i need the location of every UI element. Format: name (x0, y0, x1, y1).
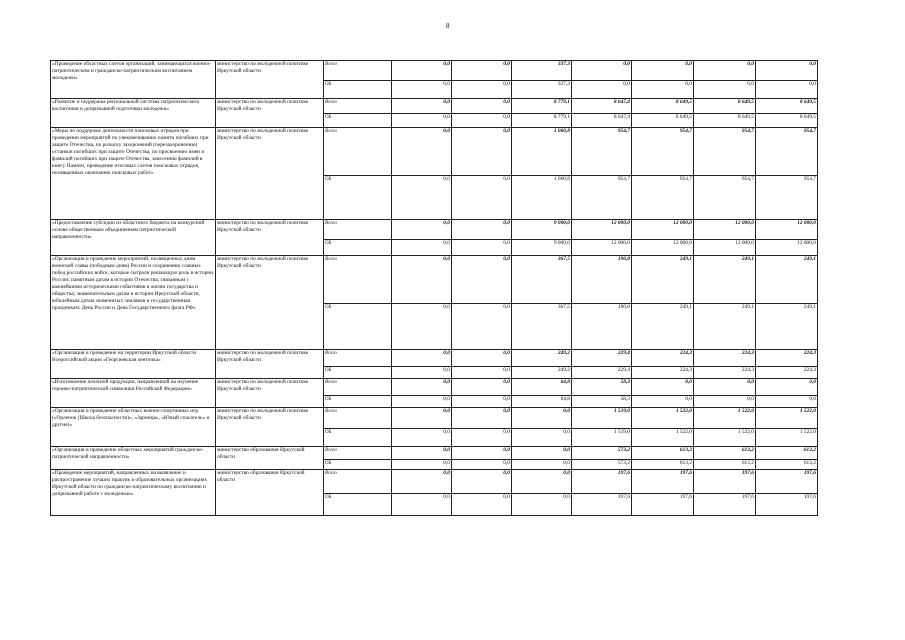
regional-budget-value: 12 000,0 (632, 240, 694, 256)
executor: министерство по молодежной политике Иркутской области (216, 99, 324, 128)
total-value: 8 647,4 (572, 99, 632, 114)
executor: министерство по молодежной политике Иркутской области (216, 220, 324, 256)
total-value: 0,0 (512, 470, 572, 494)
total-value: 0,0 (452, 408, 512, 429)
regional-budget-value: 8 647,4 (572, 114, 632, 128)
total-value: 0,0 (452, 99, 512, 114)
table-row (51, 256, 818, 304)
funding-source-regional: ОБ (324, 367, 392, 379)
total-value: 224,3 (756, 350, 818, 367)
regional-budget-value: 197,6 (756, 494, 818, 516)
total-value: 0,0 (632, 379, 694, 396)
funding-source-total: Всего (324, 350, 392, 367)
total-value: 0,0 (392, 256, 452, 304)
total-value: 0,0 (392, 61, 452, 81)
regional-budget-value: 1 519,0 (572, 429, 632, 447)
regional-budget-value: 0,0 (632, 396, 694, 408)
total-value: 337,3 (512, 61, 572, 81)
regional-budget-value: 0,0 (392, 460, 452, 470)
total-value: 0,0 (392, 128, 452, 176)
total-value: 0,0 (392, 99, 452, 114)
total-value: 197,6 (756, 470, 818, 494)
regional-budget-value: 613,2 (632, 460, 694, 470)
total-value: 573,2 (572, 447, 632, 460)
regional-budget-value: 954,7 (694, 176, 756, 220)
regional-budget-value: 0,0 (392, 429, 452, 447)
page-number: 8 (446, 22, 450, 30)
total-value: 12 000,0 (572, 220, 632, 240)
total-value: 197,6 (632, 470, 694, 494)
regional-budget-value: 0,0 (392, 114, 452, 128)
total-value: 954,7 (756, 128, 818, 176)
total-value: 1 522,0 (694, 408, 756, 429)
regional-budget-value: 0,0 (452, 494, 512, 516)
total-value: 0,0 (452, 350, 512, 367)
funding-source-total: Всего (324, 99, 392, 114)
executor: министерство по молодежной политике Иркутской области (216, 379, 324, 408)
regional-budget-value: 1 060,8 (512, 176, 572, 220)
regional-budget-value: 0,0 (392, 367, 452, 379)
regional-budget-value: 8 649,5 (756, 114, 818, 128)
regional-budget-value: 8 779,1 (512, 114, 572, 128)
regional-budget-value: 0,0 (392, 396, 452, 408)
regional-budget-value: 0,0 (512, 494, 572, 516)
total-value: 613,2 (632, 447, 694, 460)
regional-budget-value: 0,0 (694, 81, 756, 99)
measure-name: «Меры по поддержке деятельности поисковых отрядов при проведении мероприятий по увековечиванию памяти погибших при защите Отечества, по розыску захоронений (перезахоронению) останков погибших при защите Отечества, по присвоению имен и фамилий погибших при защите Отечества, занесению фамилий в книгу Памяти, проведение итоговых слетов поисковых отрядов, посвященных окончанию поисковых работ» (51, 128, 216, 220)
total-value: 12 000,0 (756, 220, 818, 240)
regional-budget-value: 8 649,5 (632, 114, 694, 128)
regional-budget-value: 12 000,0 (694, 240, 756, 256)
regional-budget-value: 0,0 (452, 460, 512, 470)
funding-source-regional: ОБ (324, 494, 392, 516)
total-value: 0,0 (392, 447, 452, 460)
regional-budget-value: 0,0 (572, 81, 632, 99)
measure-name: «Изготовление печатной продукции, направленной на изучение героико-патриотической символики Российской Федерации» (51, 379, 216, 408)
funding-source-total: Всего (324, 447, 392, 460)
regional-budget-value: 64,8 (512, 396, 572, 408)
total-value: 58,3 (572, 379, 632, 396)
funding-source-total: Всего (324, 61, 392, 81)
total-value: 0,0 (756, 61, 818, 81)
regional-budget-value: 224,3 (756, 367, 818, 379)
funding-source-total: Всего (324, 379, 392, 396)
total-value: 0,0 (392, 220, 452, 240)
executor: министерство образования Иркутской области (216, 447, 324, 470)
table-row (51, 220, 818, 240)
measure-name: «Организация и проведение областных мероприятий гражданско-патриотической направленности» (51, 447, 216, 470)
total-value: 197,6 (572, 470, 632, 494)
total-value: 9 000,0 (512, 220, 572, 240)
funding-source-regional: ОБ (324, 429, 392, 447)
total-value: 0,0 (632, 61, 694, 81)
total-value: 0,0 (694, 61, 756, 81)
funding-source-total: Всего (324, 220, 392, 240)
table-row (51, 99, 818, 114)
regional-budget-value: 613,2 (756, 460, 818, 470)
total-value: 249,1 (632, 256, 694, 304)
total-value: 0,0 (756, 379, 818, 396)
total-value: 8 779,1 (512, 99, 572, 114)
regional-budget-value: 58,3 (572, 396, 632, 408)
total-value: 954,7 (632, 128, 694, 176)
total-value: 0,0 (572, 61, 632, 81)
funding-source-regional: ОБ (324, 114, 392, 128)
regional-budget-value: 9 000,0 (512, 240, 572, 256)
executor: министерство по молодежной политике Иркутской области (216, 61, 324, 99)
total-value: 12 000,0 (632, 220, 694, 240)
total-value: 954,7 (694, 128, 756, 176)
measure-name: «Проведение областных слетов организаций, занимающихся военно-патриотическим и гражданско-патриотическим воспитанием молодежи» (51, 61, 216, 99)
regional-budget-value: 954,7 (572, 176, 632, 220)
regional-budget-value: 0,0 (392, 81, 452, 99)
total-value: 0,0 (392, 379, 452, 396)
measure-name: «Предоставление субсидии из областного бюджета на конкурсной основе общественным объединениям патриотической направленности» (51, 220, 216, 256)
total-value: 8 649,5 (756, 99, 818, 114)
total-value: 954,7 (572, 128, 632, 176)
measure-name: «Организация и проведение мероприятий, посвященных дням воинской славы (победным дням) России и сохранению славных побед российских войск, которые сыграли решающую роль в истории России; памятным датам в истории Отечества, связанным с важнейшими историческими событиями в жизни государства и общества; знаменательным датам в истории Иркутской области, юбилейным датам знаменитых земляков и государственным праздникам: День России и День Государственного флага РФ» (51, 256, 216, 350)
total-value: 197,6 (694, 470, 756, 494)
regional-budget-value: 0,0 (392, 494, 452, 516)
regional-budget-value: 573,2 (572, 460, 632, 470)
total-value: 0,0 (452, 220, 512, 240)
total-value: 0,0 (452, 61, 512, 81)
regional-budget-value: 224,3 (694, 367, 756, 379)
total-value: 0,0 (512, 408, 572, 429)
funding-source-regional: ОБ (324, 240, 392, 256)
regional-budget-value: 0,0 (452, 81, 512, 99)
regional-budget-value: 0,0 (452, 114, 512, 128)
total-value: 190,8 (572, 256, 632, 304)
regional-budget-value: 0,0 (392, 176, 452, 220)
total-value: 0,0 (512, 447, 572, 460)
executor: министерство по молодежной политике Иркутской области (216, 408, 324, 447)
total-value: 367,5 (512, 256, 572, 304)
regional-budget-value: 0,0 (392, 304, 452, 350)
regional-budget-value: 954,7 (632, 176, 694, 220)
regional-budget-value: 229,4 (572, 367, 632, 379)
total-value: 249,1 (694, 256, 756, 304)
total-value: 224,3 (694, 350, 756, 367)
total-value: 613,2 (756, 447, 818, 460)
budget-table (50, 60, 818, 516)
funding-source-regional: ОБ (324, 176, 392, 220)
total-value: 0,0 (452, 128, 512, 176)
total-value: 0,0 (452, 379, 512, 396)
regional-budget-value: 197,6 (632, 494, 694, 516)
executor: министерство по молодежной политике Иркутской области (216, 128, 324, 220)
regional-budget-value: 337,3 (512, 81, 572, 99)
total-value: 0,0 (452, 447, 512, 460)
total-value: 613,2 (694, 447, 756, 460)
regional-budget-value: 249,1 (694, 304, 756, 350)
total-value: 249,1 (756, 256, 818, 304)
total-value: 224,3 (632, 350, 694, 367)
regional-budget-value: 12 000,0 (572, 240, 632, 256)
regional-budget-value: 0,0 (452, 429, 512, 447)
table-row (51, 61, 818, 81)
regional-budget-value: 0,0 (632, 81, 694, 99)
total-value: 8 649,5 (694, 99, 756, 114)
table-row (51, 408, 818, 429)
total-value: 229,4 (572, 350, 632, 367)
table-row (51, 379, 818, 396)
regional-budget-value: 367,5 (512, 304, 572, 350)
regional-budget-value: 0,0 (512, 429, 572, 447)
regional-budget-value: 0,0 (756, 81, 818, 99)
total-value: 1 060,8 (512, 128, 572, 176)
regional-budget-value: 0,0 (452, 367, 512, 379)
regional-budget-value: 954,7 (756, 176, 818, 220)
regional-budget-value: 249,1 (632, 304, 694, 350)
measure-name: «Организация и проведение на территории Иркутской области Всероссийской акции «Георгиевская ленточка» (51, 350, 216, 379)
table-row (51, 128, 818, 176)
total-value: 0,0 (452, 470, 512, 494)
regional-budget-value: 1 522,0 (632, 429, 694, 447)
regional-budget-value: 197,6 (572, 494, 632, 516)
total-value: 0,0 (392, 350, 452, 367)
total-value: 249,2 (512, 350, 572, 367)
regional-budget-value: 224,3 (632, 367, 694, 379)
regional-budget-value: 0,0 (756, 396, 818, 408)
total-value: 0,0 (452, 256, 512, 304)
executor: министерство по молодежной политике Иркутской области (216, 350, 324, 379)
total-value: 0,0 (694, 379, 756, 396)
regional-budget-value: 0,0 (694, 396, 756, 408)
regional-budget-value: 0,0 (452, 240, 512, 256)
measure-name: «Развитие и поддержка региональной системы патриотического воспитания и допризывной подготовки молодежи» (51, 99, 216, 128)
measure-name: «Организация и проведение областных военно-спортивных игр («Орленок (Школа безопасности)», «Зарница», «Юный спасатель» и другие)» (51, 408, 216, 447)
funding-source-regional: ОБ (324, 396, 392, 408)
regional-budget-value: 0,0 (512, 460, 572, 470)
funding-source-total: Всего (324, 128, 392, 176)
regional-budget-value: 197,6 (694, 494, 756, 516)
total-value: 1 522,0 (632, 408, 694, 429)
table-row (51, 447, 818, 460)
funding-source-total: Всего (324, 470, 392, 494)
table-row (51, 470, 818, 494)
regional-budget-value: 1 522,0 (694, 429, 756, 447)
total-value: 1 519,0 (572, 408, 632, 429)
regional-budget-value: 8 649,5 (694, 114, 756, 128)
regional-budget-value: 1 522,0 (756, 429, 818, 447)
total-value: 0,0 (392, 408, 452, 429)
executor: министерство по молодежной политике Иркутской области (216, 256, 324, 350)
regional-budget-value: 0,0 (452, 176, 512, 220)
regional-budget-value: 12 000,0 (756, 240, 818, 256)
regional-budget-value: 0,0 (452, 396, 512, 408)
regional-budget-value: 190,8 (572, 304, 632, 350)
regional-budget-value: 0,0 (392, 240, 452, 256)
measure-name: «Проведение мероприятий, направленных на выявление и распространение лучших практик в образовательных организациях Иркутской области по гражданско-патриотическому воспитанию и допризывной работе с молодежью» (51, 470, 216, 516)
total-value: 12 000,0 (694, 220, 756, 240)
regional-budget-value: 0,0 (452, 304, 512, 350)
executor: министерство образования Иркутской области (216, 470, 324, 516)
table-row (51, 350, 818, 367)
funding-source-regional: ОБ (324, 304, 392, 350)
funding-source-total: Всего (324, 408, 392, 429)
regional-budget-value: 613,2 (694, 460, 756, 470)
funding-source-total: Всего (324, 256, 392, 304)
funding-source-regional: ОБ (324, 460, 392, 470)
regional-budget-value: 249,1 (756, 304, 818, 350)
total-value: 0,0 (392, 470, 452, 494)
total-value: 64,8 (512, 379, 572, 396)
funding-source-regional: ОБ (324, 81, 392, 99)
total-value: 1 522,0 (756, 408, 818, 429)
total-value: 8 649,5 (632, 99, 694, 114)
regional-budget-value: 249,2 (512, 367, 572, 379)
